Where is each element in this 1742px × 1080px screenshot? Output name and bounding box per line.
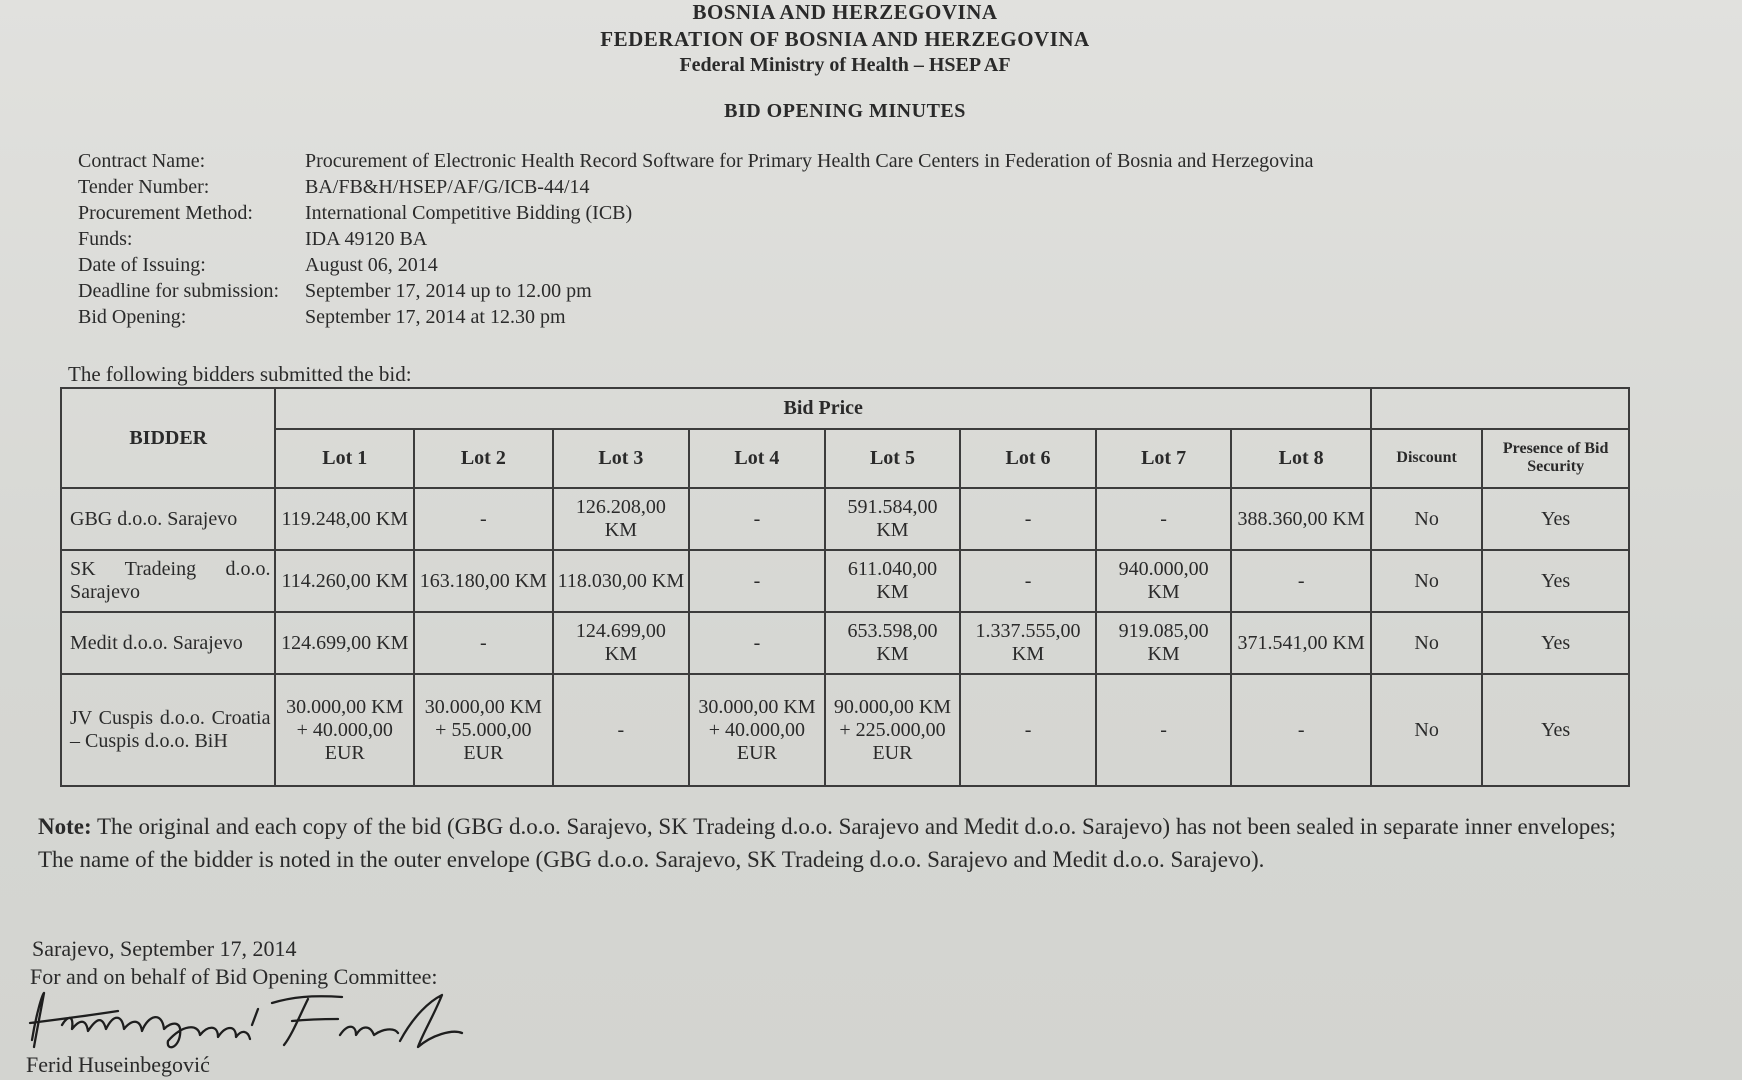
lot-header: Lot 8 bbox=[1231, 429, 1371, 488]
info-row bbox=[78, 228, 1314, 254]
bid-price-header: Bid Price bbox=[275, 388, 1371, 429]
info-row bbox=[78, 306, 1314, 332]
lot-cell: 371.541,00 KM bbox=[1231, 612, 1371, 674]
lot-cell: 1.337.555,00 KM bbox=[960, 612, 1096, 674]
lot-cell: 653.598,00 KM bbox=[825, 612, 961, 674]
lot-cell: 30.000,00 KM + 40.000,00 EUR bbox=[689, 674, 825, 786]
info-label: Tender Number: bbox=[78, 176, 210, 198]
lot-cell: 591.584,00 KM bbox=[825, 488, 961, 550]
bidder-cell: Medit d.o.o. Sarajevo bbox=[61, 612, 275, 674]
lot-cell: 124.699,00 KM bbox=[275, 612, 414, 674]
lot-cell: - bbox=[960, 674, 1096, 786]
lot-header: Lot 5 bbox=[825, 429, 961, 488]
lot-cell: 940.000,00 KM bbox=[1096, 550, 1232, 612]
table-header-row bbox=[61, 388, 1629, 429]
discount-cell: No bbox=[1371, 612, 1482, 674]
lot-header: Lot 3 bbox=[553, 429, 690, 488]
bid-security-cell: Yes bbox=[1482, 674, 1629, 786]
table-row bbox=[61, 612, 1629, 674]
info-value: September 17, 2014 up to 12.00 pm bbox=[305, 280, 592, 302]
bidders-intro: The following bidders submitted the bid: bbox=[68, 362, 412, 386]
document-header bbox=[0, 0, 1690, 77]
lot-cell: - bbox=[689, 488, 825, 550]
lot-cell: 90.000,00 KM + 225.000,00 EUR bbox=[825, 674, 961, 786]
lot-cell: - bbox=[1096, 674, 1232, 786]
lot-cell: - bbox=[414, 488, 553, 550]
lot-header: Lot 2 bbox=[414, 429, 553, 488]
lot-cell: - bbox=[960, 550, 1096, 612]
table-row bbox=[61, 488, 1629, 550]
committee-line: For and on behalf of Bid Opening Committee: bbox=[30, 964, 438, 989]
info-label: Procurement Method: bbox=[78, 202, 253, 224]
info-value: September 17, 2014 at 12.30 pm bbox=[305, 306, 566, 328]
note-paragraph bbox=[38, 810, 1638, 876]
note-text: The original and each copy of the bid (GBG d.o.o. Sarajevo, SK Tradeing d.o.o. Sarajevo and Medit d.o.o. Sarajevo) has not been sealed in separate inner envelopes; The name of the bidder is noted in the outer envelope (GBG d.o.o. Sarajevo, SK Tradeing d.o.o. Sarajevo and Medit d.o.o. Sarajevo). bbox=[38, 814, 1616, 872]
discount-cell: No bbox=[1371, 488, 1482, 550]
bid-security-cell: Yes bbox=[1482, 550, 1629, 612]
bids-table bbox=[60, 387, 1630, 787]
lot-header: Lot 6 bbox=[960, 429, 1096, 488]
info-value: BA/FB&H/HSEP/AF/G/ICB-44/14 bbox=[305, 176, 590, 198]
lot-cell: 388.360,00 KM bbox=[1231, 488, 1371, 550]
bidder-cell: JV Cuspis d.o.o. Croatia – Cuspis d.o.o. BiH bbox=[61, 674, 275, 786]
info-label: Funds: bbox=[78, 228, 133, 250]
lot-cell: - bbox=[1231, 550, 1371, 612]
info-row bbox=[78, 254, 1314, 280]
bid-security-cell: Yes bbox=[1482, 612, 1629, 674]
bidder-cell: GBG d.o.o. Sarajevo bbox=[61, 488, 275, 550]
info-label: Date of Issuing: bbox=[78, 254, 206, 276]
lot-cell: - bbox=[960, 488, 1096, 550]
bid-security-header: Presence of Bid Security bbox=[1482, 429, 1629, 488]
document-title: BID OPENING MINUTES bbox=[724, 100, 966, 122]
info-row bbox=[78, 150, 1314, 176]
lot-cell: - bbox=[414, 612, 553, 674]
contract-info bbox=[78, 150, 1314, 332]
ministry-heading: Federal Ministry of Health – HSEP AF bbox=[679, 54, 1011, 76]
info-value: International Competitive Bidding (ICB) bbox=[305, 202, 633, 224]
discount-cell: No bbox=[1371, 674, 1482, 786]
lot-cell: 126.208,00 KM bbox=[553, 488, 690, 550]
lot-cell: 30.000,00 KM + 55.000,00 EUR bbox=[414, 674, 553, 786]
handwritten-signature bbox=[22, 985, 562, 1055]
bid-security-cell: Yes bbox=[1482, 488, 1629, 550]
discount-header: Discount bbox=[1371, 429, 1482, 488]
info-label: Contract Name: bbox=[78, 150, 206, 172]
lot-cell: - bbox=[689, 550, 825, 612]
lot-cell: 118.030,00 KM bbox=[553, 550, 690, 612]
signatory-name: Ferid Huseinbegović bbox=[26, 1052, 210, 1077]
table-row bbox=[61, 674, 1629, 786]
info-label: Bid Opening: bbox=[78, 306, 187, 328]
lot-cell: - bbox=[1096, 488, 1232, 550]
lot-cell: - bbox=[553, 674, 690, 786]
signature-text: Huseinbegović Ferid bbox=[32, 1001, 66, 1006]
info-row bbox=[78, 176, 1314, 202]
info-row bbox=[78, 202, 1314, 228]
bidder-cell: SK Tradeing d.o.o. Sarajevo bbox=[61, 550, 275, 612]
lot-cell: - bbox=[689, 612, 825, 674]
info-row bbox=[78, 280, 1314, 306]
blank-header bbox=[1371, 388, 1629, 429]
lot-header: Lot 4 bbox=[689, 429, 825, 488]
table-row bbox=[61, 550, 1629, 612]
lot-cell: 119.248,00 KM bbox=[275, 488, 414, 550]
table-subheader-row bbox=[61, 429, 1629, 488]
info-value: Procurement of Electronic Health Record Software for Primary Health Care Centers in Federation of Bosnia and Herzegovina bbox=[305, 150, 1314, 172]
lot-cell: 124.699,00 KM bbox=[553, 612, 690, 674]
info-label: Deadline for submission: bbox=[78, 280, 280, 302]
info-value: IDA 49120 BA bbox=[305, 228, 428, 250]
discount-cell: No bbox=[1371, 550, 1482, 612]
note-label: Note: bbox=[38, 814, 92, 839]
lot-header: Lot 7 bbox=[1096, 429, 1232, 488]
bidder-header: BIDDER bbox=[61, 388, 275, 488]
federation-heading: FEDERATION OF BOSNIA AND HERZEGOVINA bbox=[600, 27, 1090, 51]
lot-cell: - bbox=[1231, 674, 1371, 786]
lot-cell: 114.260,00 KM bbox=[275, 550, 414, 612]
country-heading: BOSNIA AND HERZEGOVINA bbox=[692, 0, 998, 24]
lot-cell: 163.180,00 KM bbox=[414, 550, 553, 612]
info-value: August 06, 2014 bbox=[305, 254, 438, 276]
lot-cell: 919.085,00 KM bbox=[1096, 612, 1232, 674]
lot-header: Lot 1 bbox=[275, 429, 414, 488]
lot-cell: 611.040,00 KM bbox=[825, 550, 961, 612]
lot-cell: 30.000,00 KM + 40.000,00 EUR bbox=[275, 674, 414, 786]
place-and-date: Sarajevo, September 17, 2014 bbox=[32, 936, 297, 961]
